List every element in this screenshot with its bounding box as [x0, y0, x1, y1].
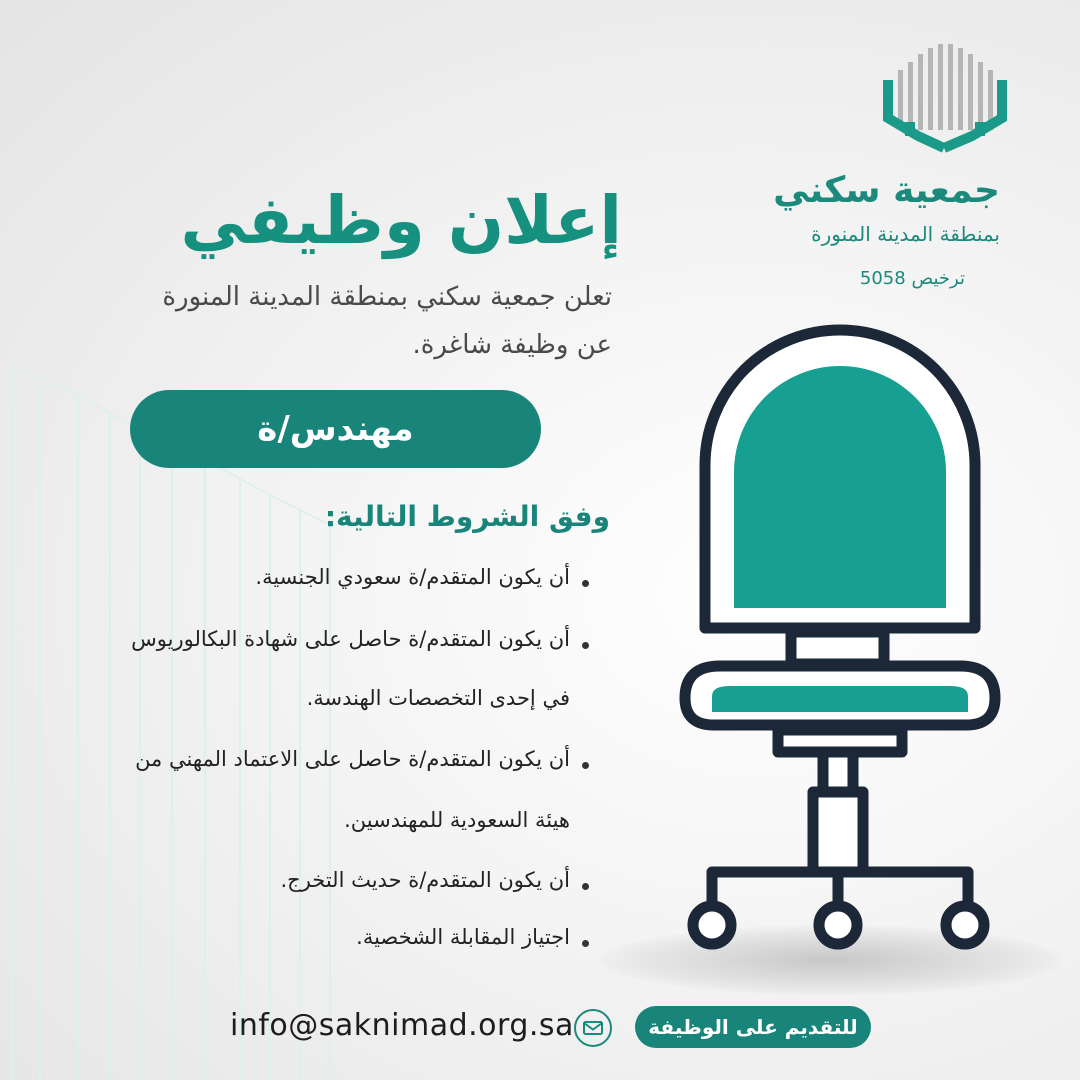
- conditions-title: وفق الشروط التالية:: [324, 500, 610, 533]
- logo-subtitle: بمنطقة المدينة المنورة: [811, 222, 1000, 246]
- job-title-badge: [130, 390, 541, 468]
- headline: إعلان وظيفي: [180, 182, 622, 259]
- condition-item-1: أن يكون المتقدم/ة سعودي الجنسية.: [255, 565, 570, 589]
- bullet-icon: [582, 580, 589, 587]
- job-title: مهندس/ة: [257, 409, 414, 449]
- intro-line-2: عن وظيفة شاغرة.: [412, 330, 612, 360]
- logo-emblem-icon: [880, 40, 1010, 160]
- mail-icon: [574, 1009, 612, 1047]
- logo-name: جمعية سكني: [773, 170, 1000, 211]
- condition-item-2-line-1: أن يكون المتقدم/ة حاصل على شهادة البكالوريوس: [131, 627, 570, 651]
- license-number: ترخيص 5058: [859, 268, 965, 289]
- condition-item-2-line-2: في إحدى التخصصات الهندسة.: [306, 686, 570, 710]
- office-chair-illustration: [660, 320, 1020, 960]
- intro-line-1: تعلن جمعية سكني بمنطقة المدينة المنورة: [162, 282, 612, 312]
- condition-item-4: أن يكون المتقدم/ة حديث التخرج.: [280, 868, 570, 892]
- apply-button[interactable]: [635, 1006, 871, 1048]
- bullet-icon: [582, 940, 589, 947]
- bullet-icon: [582, 883, 589, 890]
- contact-email[interactable]: info@saknimad.org.sa: [230, 1008, 574, 1043]
- envelope-icon: [583, 1021, 603, 1035]
- bullet-icon: [582, 762, 589, 769]
- condition-item-3-line-1: أن يكون المتقدم/ة حاصل على الاعتماد المهني من: [135, 747, 570, 771]
- bullet-icon: [582, 642, 589, 649]
- condition-item-3-line-2: هيئة السعودية للمهندسين.: [344, 808, 570, 832]
- logo: [773, 40, 1040, 289]
- apply-button-label: للتقديم على الوظيفة: [648, 1015, 858, 1039]
- condition-item-5: اجتياز المقابلة الشخصية.: [356, 925, 570, 949]
